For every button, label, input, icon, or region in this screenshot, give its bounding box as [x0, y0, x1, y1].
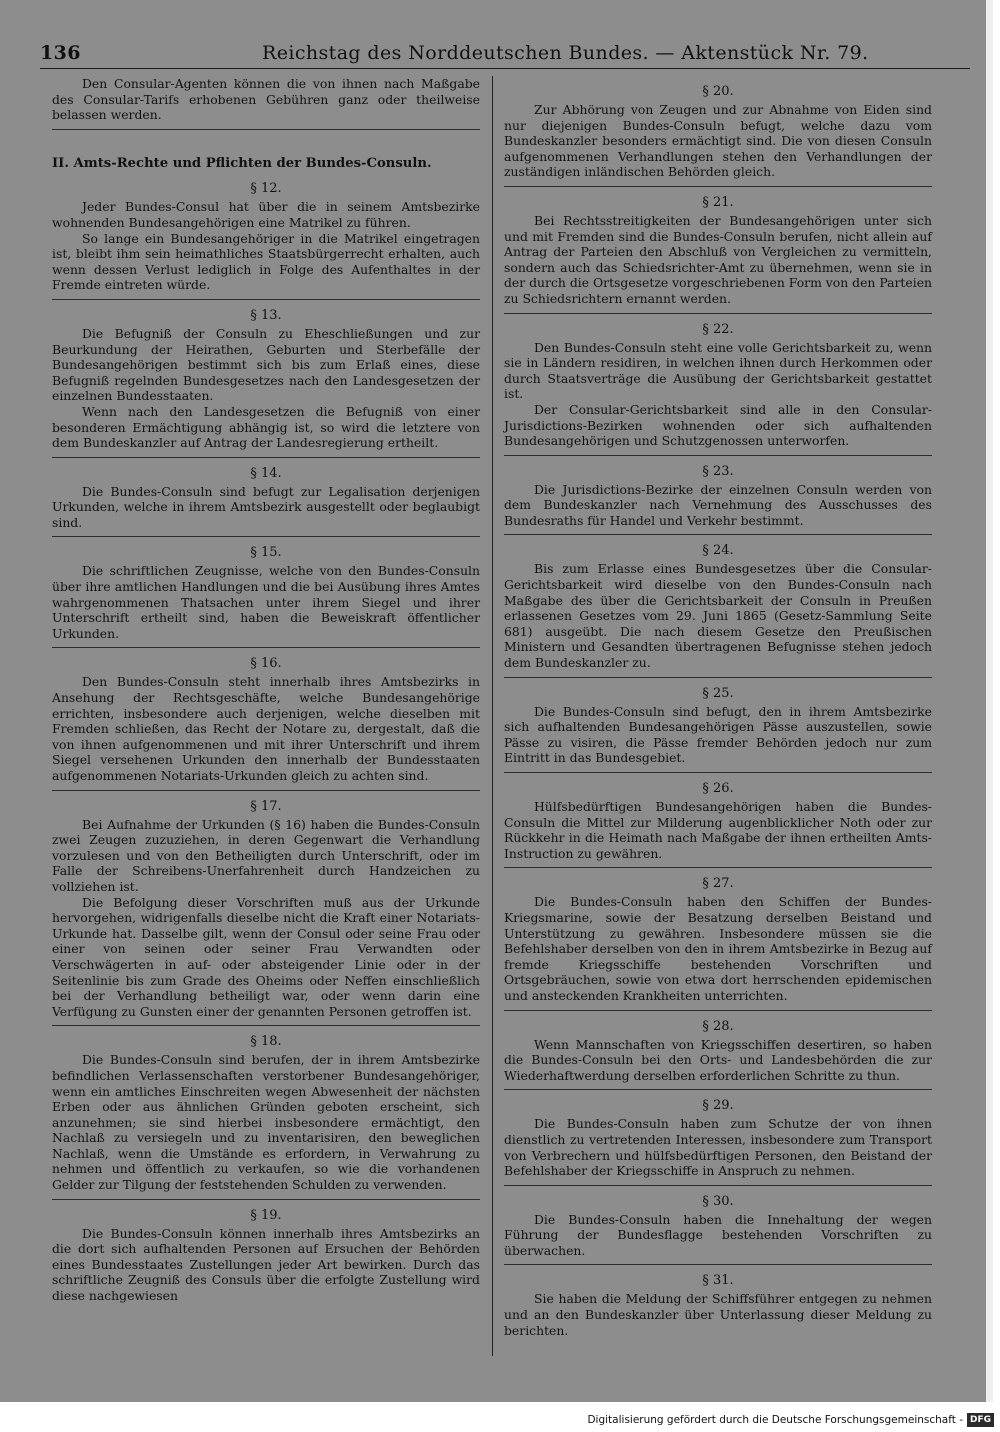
- section-separator: [504, 186, 932, 187]
- section-separator: [504, 677, 932, 678]
- paragraph-section: [504, 686, 932, 766]
- section-separator: [504, 1185, 932, 1186]
- section-number: § 22.: [702, 321, 734, 337]
- section-paragraph: Bei Aufnahme der Urkunden (§ 16) haben die Bundes-Consuln zwei Zeugen zuzuziehen, in deren Gegenwart die Verhandlung vorzulesen und von den Betheiligten durch Unterschrift, oder im Falle der Schreibens-Unerfahrenheit durch Handzeichen zu vollziehen ist.: [52, 816, 480, 894]
- section-separator: [504, 1089, 932, 1090]
- section-separator: [52, 1199, 480, 1200]
- paragraph-section: [504, 876, 932, 1003]
- running-title: Reichstag des Norddeutschen Bundes. — Aktenstück Nr. 79.: [262, 42, 869, 64]
- section-number: § 14.: [250, 465, 282, 481]
- section-separator: [52, 536, 480, 537]
- section-number: § 25.: [702, 685, 734, 701]
- paragraph-section: [52, 466, 480, 531]
- section-separator: [504, 1010, 932, 1011]
- section-separator: [504, 772, 932, 773]
- paragraph-section: [504, 1019, 932, 1084]
- section-paragraph: Die Bundes-Consuln sind befugt zur Legalisation derjenigen Urkunden, welche in ihrem Amtsbezirk ausgestellt oder beglaubigt sind.: [52, 483, 480, 530]
- paragraph-section: [504, 1194, 932, 1259]
- scan-edge: [986, 0, 993, 1402]
- section-paragraph: Die Bundes-Consuln sind berufen, der in ihrem Amtsbezirke befindlichen Verlassenschaften verstorbener Bundesangehöriger, wenn ein amtliches Einschreiten wegen Abwesenheit der nächsten Erben oder aus ähnlichen Gründen geboten erscheint, sich anzunehmen; sie sind hierbei insbesondere ermächtigt, den Nachlaß zu versiegeln und zu inventarisiren, den beweglichen Nachlaß, wenn die Umstände es erfordern, in Verwahrung zu nehmen und öffentlich zu verkaufen, so wie die vorhandenen Gelder zur Tilgung der feststehenden Schulden zu verwenden.: [52, 1052, 480, 1193]
- section-separator: [52, 790, 480, 791]
- paragraph-section: [504, 195, 932, 307]
- intro-block: [52, 76, 480, 123]
- section-separator: [52, 457, 480, 458]
- section-separator: [52, 647, 480, 648]
- section-paragraph: Sie haben die Meldung der Schiffsführer entgegen zu nehmen und an den Bundeskanzler über Unterlassung dieser Meldung zu berichten.: [504, 1291, 932, 1338]
- right-column: [504, 76, 932, 1338]
- section-paragraph: Die Bundes-Consuln sind befugt, den in ihrem Amtsbezirke sich aufhaltenden Bundesangehörigen Pässe auszustellen, sowie Pässe zu visiren, die Pässe fremder Behörden jedoch nur zum Eintritt in das Bundesgebiet.: [504, 703, 932, 766]
- paragraph-section: [52, 545, 480, 641]
- paragraph-section: [52, 656, 480, 783]
- section-number: § 21.: [702, 194, 734, 210]
- paragraph-section: [504, 322, 932, 449]
- section-paragraph: Die Befugniß der Consuln zu Eheschließungen und zur Beurkundung der Heirathen, Geburten und Sterbefälle der Bundesangehörigen bestimmt sich bis zum Erlaß eines, diese Befugniß regelnden Bundesgesetzes nach den Landesgesetzen der einzelnen Bundesstaaten.: [52, 325, 480, 404]
- digitization-footer: [587, 1412, 994, 1428]
- section-paragraph: Bis zum Erlasse eines Bundesgesetzes über die Consular-Gerichtsbarkeit wird dieselbe von den Bundes-Consuln nach Maßgabe des über die Gerichtsbarkeit der Consuln in Preußen erlassenen Gesetzes vom 29. Juni 1865 (Gesetz-Sammlung Seite 681) ausgeübt. Die nach diesem Gesetze den Preußischen Ministern und Gesandten übertragenen Befugnisse stehen jedoch dem Bundeskanzler zu.: [504, 561, 932, 671]
- paragraph-section: [504, 543, 932, 670]
- section-number: § 20.: [702, 84, 734, 99]
- section-number: § 30.: [702, 1193, 734, 1209]
- section-number: § 29.: [702, 1098, 734, 1114]
- section-paragraph: Die Bundes-Consuln haben zum Schutze der von ihnen dienstlich zu vertretenden Interessen, insbesondere zum Transport von Verbrechern und hülfsbedürftigen Personen, den Beistand der Befehlshaber der Kriegsschiffe in Anspruch zu nehmen.: [504, 1116, 932, 1179]
- section-number: § 31.: [702, 1273, 734, 1289]
- paragraph-section: [504, 1098, 932, 1178]
- paragraph-section: [504, 464, 932, 529]
- paragraph-section: [52, 1034, 480, 1192]
- column-divider: [492, 76, 493, 1356]
- section-paragraph: Hülfsbedürftigen Bundesangehörigen haben die Bundes-Consuln die Mittel zur Milderung augenblicklicher Noth oder zur Rückkehr in die Heimath nach Maßgabe der ihnen ertheilten Amts-Instruction zu gewähren.: [504, 799, 932, 861]
- section-paragraph: Die schriftlichen Zeugnisse, welche von den Bundes-Consuln über ihre amtlichen Handlungen und die bei Ausübung ihres Amtes wahrgenommenen Thatsachen unter ihrem Siegel und ihrer Unterschrift ertheilt sind, haben die Beweiskraft öffentlicher Urkunden.: [52, 563, 480, 641]
- section-separator: [504, 455, 932, 456]
- paragraph-section: [52, 181, 480, 293]
- section-number: § 24.: [702, 543, 734, 559]
- intro-paragraph: Den Consular-Agenten können die von ihnen nach Maßgabe des Consular-Tarifs erhobenen Gebühren ganz oder theilweise belassen werden.: [52, 76, 480, 123]
- left-column: [52, 76, 480, 1304]
- left-sections: [52, 181, 480, 1303]
- section-number: § 27.: [702, 876, 734, 892]
- section-number: § 23.: [702, 463, 734, 479]
- section-paragraph: Den Bundes-Consuln steht eine volle Gerichtsbarkeit zu, wenn sie in Ländern residiren, in welchen ihnen durch Herkommen oder durch Staatsverträge die Ausübung der Gerichtsbarkeit gestattet ist.: [504, 339, 932, 402]
- section-separator: [52, 129, 480, 130]
- chapter-heading: II. Amts-Rechte und Pflichten der Bundes-Consuln.: [52, 155, 432, 171]
- section-paragraph: Jeder Bundes-Consul hat über die in seinem Amtsbezirke wohnenden Bundesangehörigen eine Matrikel zu führen.: [52, 199, 480, 230]
- paragraph-section: [504, 84, 932, 180]
- section-paragraph: So lange ein Bundesangehöriger in die Matrikel eingetragen ist, bleibt ihm sein heimathliches Staatsbürgerrecht erhalten, auch wenn dessen Verlust lediglich in Folge des Aufenthaltes in der Fremde eintreten würde.: [52, 230, 480, 293]
- section-paragraph: Die Befolgung dieser Vorschriften muß aus der Urkunde hervorgehen, widrigenfalls dieselbe nicht die Kraft einer Notariats-Urkunde hat. Dasselbe gilt, wenn der Consul oder seine Frau oder einer von seinen oder seiner Frau Verwandten oder Verschwägerten in auf- oder absteigender Linie oder in der Seitenlinie bis zum Grade des Oheims oder Neffen einschließlich bei der Verhandlung betheiligt war, oder wenn darin eine Verfügung zu Gunsten einer der genannten Personen getroffen ist.: [52, 894, 480, 1019]
- section-number: § 13.: [250, 307, 282, 323]
- section-number: § 18.: [250, 1034, 282, 1050]
- section-separator: [504, 313, 932, 314]
- section-paragraph: Der Consular-Gerichtsbarkeit sind alle in den Consular-Jurisdictions-Bezirken wohnenden oder sich aufhaltenden Bundesangehörigen und Schutzgenossen unterworfen.: [504, 401, 932, 449]
- section-number: § 17.: [250, 798, 282, 814]
- right-sections: [504, 84, 932, 1338]
- section-paragraph: Die Bundes-Consuln haben den Schiffen der Bundes-Kriegsmarine, sowie der Besatzung derselben Beistand und Unterstützung zu gewähren. Insbesondere müssen sie die Befehlshaber derselben von den in ihrem Amtsbezirke in Bezug auf fremde Kriegsschiffe bestehenden Vorschriften und Ortsgebräuchen, sowie von etwa dort herrschenden epidemischen und ansteckenden Krankheiten unterrichten.: [504, 894, 932, 1003]
- section-paragraph: Die Bundes-Consuln haben die Innehaltung der wegen Führung der Bundesflagge bestehenden Vorschriften zu überwachen.: [504, 1211, 932, 1258]
- paragraph-section: [52, 799, 480, 1020]
- page-number: 136: [40, 42, 81, 64]
- page-header: [40, 40, 970, 70]
- section-number: § 26.: [702, 781, 734, 796]
- section-separator: [52, 1025, 480, 1026]
- header-rule: [40, 68, 970, 69]
- section-number: § 12.: [250, 181, 282, 197]
- section-number: § 15.: [250, 545, 282, 561]
- section-paragraph: Bei Rechtsstreitigkeiten der Bundesangehörigen unter sich und mit Fremden sind die Bundes-Consuln berufen, nicht allein auf Antrag der Parteien den Abschluß von Vergleichen zu vermitteln, sondern auch das Schiedsrichter-Amt zu übernehmen, wenn sie in der durch die Ortsgesetze vorgeschriebenen Form von den Parteien zu Schiedsrichtern ernannt werden.: [504, 212, 933, 306]
- paragraph-section: [52, 1208, 480, 1304]
- section-separator: [504, 867, 932, 868]
- footer-text: Digitalisierung gefördert durch die Deutsche Forschungsgemeinschaft -: [587, 1414, 963, 1426]
- section-separator: [52, 299, 480, 300]
- section-number: § 28.: [702, 1018, 734, 1034]
- section-paragraph: Wenn nach den Landesgesetzen die Befugniß von einer besonderen Ermächtigung abhängig ist, so wird die letztere von dem Bundeskanzler auf Antrag der Landesregierung ertheilt.: [52, 403, 480, 451]
- dfg-logo: DFG: [967, 1413, 994, 1427]
- section-number: § 16.: [250, 656, 282, 672]
- section-paragraph: Die Jurisdictions-Bezirke der einzelnen Consuln werden von dem Bundeskanzler nach Vernehmung des Ausschusses des Bundesraths für Handel und Verkehr bestimmt.: [504, 481, 932, 528]
- paragraph-section: [504, 1273, 932, 1338]
- paragraph-section: [52, 308, 480, 451]
- section-paragraph: Den Bundes-Consuln steht innerhalb ihres Amtsbezirks in Ansehung der Rechtsgeschäfte, welche Bundesangehörige errichten, insbesondere auch derjenigen, welche dieselben mit Fremden schließen, das Recht der Notare zu, dergestalt, daß die von ihnen aufgenommenen und mit ihrer Unterschrift und ihrem Siegel versehenen Urkunden den innerhalb der Bundesstaaten aufgenommenen Notariats-Urkunden gleich zu achten sind.: [52, 674, 480, 783]
- section-separator: [504, 534, 932, 535]
- section-paragraph: Wenn Mannschaften von Kriegsschiffen desertiren, so haben die Bundes-Consuln bei den Orts- und Landesbehörden die zur Wiederhaftwerdung derselben erforderlichen Schritte zu thun.: [504, 1036, 932, 1083]
- section-number: § 19.: [250, 1207, 282, 1223]
- section-paragraph: Zur Abhörung von Zeugen und zur Abnahme von Eiden sind nur diejenigen Bundes-Consuln befugt, welche dazu vom Bundeskanzler besonders ermächtigt sind. Die von diesen Consuln aufgenommenen Verhandlungen stehen den Verhandlungen der zuständigen inländischen Behörden gleich.: [504, 102, 932, 180]
- section-paragraph: Die Bundes-Consuln können innerhalb ihres Amtsbezirks an die dort sich aufhaltenden Personen auf Ersuchen der Behörden eines Bundesstaates Zustellungen jeder Art bewirken. Durch das schriftliche Zeugniß des Consuls über die erfolgte Zustellung wird diese nachgewiesen: [52, 1225, 480, 1304]
- paragraph-section: [504, 781, 932, 861]
- section-separator: [504, 1264, 932, 1265]
